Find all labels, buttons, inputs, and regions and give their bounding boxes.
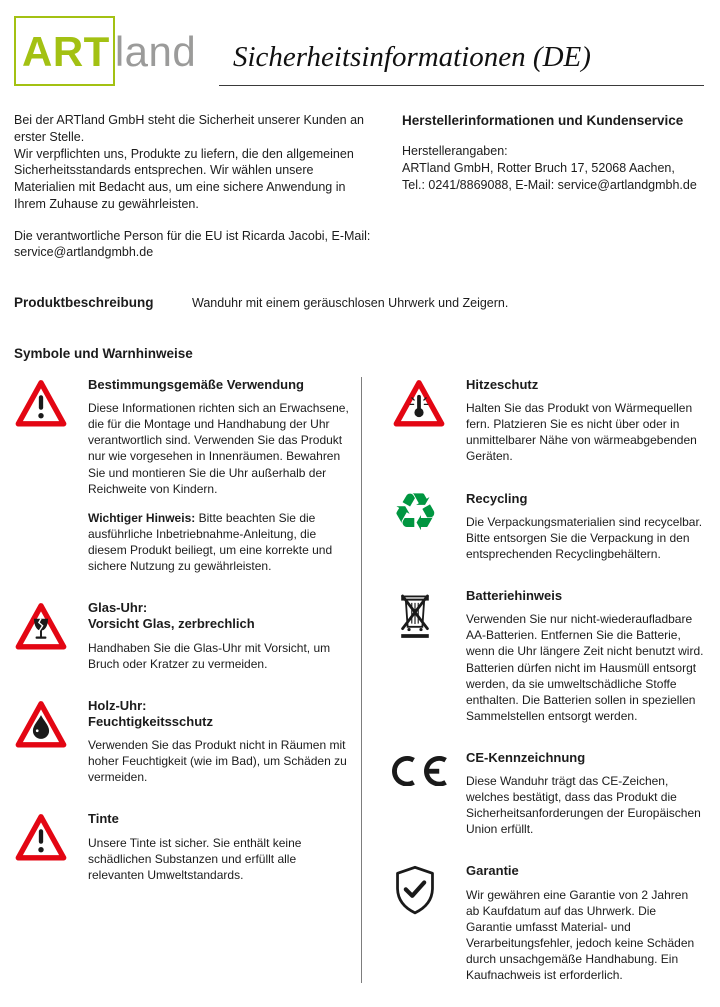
warning-body: Handhaben Sie die Glas-Uhr mit Vorsicht, um Bruch oder Kratzer zu vermeiden. (88, 640, 331, 671)
warning-block-wood (14, 698, 355, 786)
warnings-heading: Symbole und Warnhinweise (14, 346, 193, 361)
warning-title: Glas-Uhr: (88, 600, 148, 616)
warning-block-warranty (392, 863, 704, 983)
warning-body: Die Verpackungsmaterialien sind recycelbar. Bitte entsorgen Sie die Verpackung in den entsprechenden Recyclingbehältern. (466, 514, 703, 561)
warning-title-group (466, 863, 704, 879)
warning-title-group (88, 600, 355, 633)
shield-check-icon (392, 865, 438, 917)
warning-title: CE-Kennzeichnung (466, 749, 586, 765)
warning-note (88, 510, 355, 574)
manufacturer-info-column (376, 112, 704, 261)
warning-triangle-icon (14, 377, 88, 574)
warning-text (466, 863, 704, 983)
ce-mark-icon-box (392, 750, 466, 838)
warning-title: Bestimmungsgemäße Verwendung (88, 377, 304, 392)
warning-triangle-exclamation-icon (14, 379, 68, 428)
warning-title: Tinte (88, 811, 119, 827)
logo-art-text: ART (14, 16, 115, 86)
warning-title-group (466, 750, 704, 766)
manufacturer-heading: Herstellerinformationen und Kundenservice (402, 113, 684, 128)
warning-title: Recycling (466, 490, 528, 506)
warning-note-label: Wichtiger Hinweis: (88, 510, 196, 525)
warning-text (88, 377, 355, 574)
weee-bin-icon-box (392, 588, 466, 724)
warning-block-battery (392, 588, 704, 724)
crossed-out-bin-icon (392, 590, 438, 642)
warning-body: Wir gewähren eine Garantie von 2 Jahren ab Kaufdatum auf das Uhrwerk. Die Garantie umfasst Material- und Verarbeitungsfehler, jedoch keine Schäden durch unsachgemäße Handhabung. Ein Kaufnachweis ist erforderlich. (466, 887, 695, 983)
artland-logo (14, 12, 219, 86)
warning-title-group (88, 698, 355, 731)
logo-land-text: land (114, 28, 197, 75)
broken-glass-icon (14, 602, 68, 651)
warning-title: Holz-Uhr: (88, 697, 147, 713)
manufacturer-line-3: Tel.: 0241/8869088, E-Mail: service@artlandgmbh.de (402, 177, 697, 192)
product-description-section (14, 295, 704, 310)
manufacturer-line-2: ARTland GmbH, Rotter Bruch 17, 52068 Aachen, (402, 160, 675, 175)
warning-triangle-icon (14, 600, 88, 672)
warning-text (88, 698, 355, 786)
warning-title: Garantie (466, 863, 519, 879)
warning-title: Batteriehinweis (466, 588, 563, 604)
ce-mark-icon (392, 756, 456, 786)
warning-title-group (88, 811, 355, 827)
warnings-column-right (362, 377, 704, 983)
warning-body: Verwenden Sie nur nicht-wiederaufladbare AA-Batterien. Entfernen Sie die Batterie, wenn die Uhr längere Zeit nicht benutzt wird. Batterien dürfen nicht im Hausmüll entsorgt werden, da sie umweltschädliche Stoffe enthalten. Die Batterien sollen in speziellen Sammelstellen entsorgt werden. (466, 612, 704, 723)
manufacturer-line-1: Herstellerangaben: (402, 144, 508, 159)
product-description-text: Wanduhr mit einem geräuschlosen Uhrwerk und Zeigern. (192, 296, 509, 310)
recycling-icon-box (392, 482, 466, 562)
warnings-column-left (14, 377, 362, 983)
warning-title-group (466, 588, 704, 604)
page-title: Sicherheitsinformationen (DE) (233, 41, 591, 73)
warning-title-group (88, 377, 355, 393)
warning-text (88, 811, 355, 882)
warning-body: Diese Informationen richten sich an Erwachsene, die für die Montage und Handhabung der Uhr verantwortlich sind. Verwenden Sie das Produkt nur wie vorgesehen in Innenräumen. Bewahren Sie und montieren Sie die Uhr außerhalb der Reichweite von Kindern. (88, 401, 349, 496)
warnings-grid (14, 377, 704, 983)
intro-section (14, 112, 704, 261)
warning-title-group (466, 491, 704, 507)
title-rule (219, 12, 704, 86)
warning-subtitle: Feuchtigkeitsschutz (88, 713, 213, 729)
warning-text (466, 491, 704, 562)
warning-text (466, 588, 704, 724)
warning-block-recycling (392, 482, 704, 562)
warning-triangle-icon (14, 698, 88, 786)
warning-body: Unsere Tinte ist sicher. Sie enthält keine schädlichen Substanzen und erfüllt alle relevanten Umweltstandards. (88, 835, 302, 882)
warning-text (466, 377, 704, 465)
intro-paragraph-2: Wir verpflichten uns, Produkte zu liefern, die den allgemeinen Sicherheitsstandards entsprechen. Wir wählen unsere Materialien mit Bedacht aus, um eine sichere Anwendung in Ihrem Zuhause zu gewährleisten. (14, 146, 354, 211)
shield-check-icon-box (392, 863, 466, 983)
header (14, 12, 704, 86)
warning-body: Diese Wanduhr trägt das CE-Zeichen, welches bestätigt, dass das Produkt die Sicherheitsanforderungen der Europäischen Union erfüllt. (466, 774, 701, 837)
recycling-icon: ♻ (392, 482, 439, 543)
warning-title: Hitzeschutz (466, 377, 539, 392)
product-description-label: Produktbeschreibung (14, 295, 154, 310)
warning-block-ce (392, 750, 704, 838)
warning-text (88, 600, 355, 672)
warning-block-glass (14, 600, 355, 672)
warning-triangle-icon (14, 811, 88, 882)
warning-block-usage (14, 377, 355, 574)
warning-body: Halten Sie das Produkt von Wärmequellen fern. Platzieren Sie es nicht über oder in unmittelbarer Nähe von wärmeabgebenden Geräten. (466, 401, 697, 464)
warning-title-group (466, 377, 704, 393)
responsible-person-paragraph: Die verantwortliche Person für die EU ist Ricarda Jacobi, E-Mail: service@artlandgmbh.de (14, 228, 371, 260)
warning-subtitle: Vorsicht Glas, zerbrechlich (88, 616, 255, 632)
warning-triangle-exclamation-icon (14, 813, 68, 862)
water-drop-icon (14, 700, 68, 749)
warning-text (466, 750, 704, 838)
warning-note-text: Bitte beachten Sie die ausführliche Inbetriebnahme-Anleitung, die diesem Produkt beiliegt, um eine korrekte und sichere Nutzung zu gewährleisten. (88, 510, 333, 573)
warning-block-heat (392, 377, 704, 465)
intro-paragraph-1: Bei der ARTland GmbH steht die Sicherheit unserer Kunden an erster Stelle. (14, 113, 364, 144)
thermometer-icon (392, 379, 446, 428)
warning-body: Verwenden Sie das Produkt nicht in Räumen mit hoher Feuchtigkeit (wie im Bad), um Schäden zu vermeiden. (88, 738, 347, 785)
intro-left-column (14, 112, 376, 261)
warning-block-ink (14, 811, 355, 882)
warning-triangle-icon (392, 377, 466, 465)
